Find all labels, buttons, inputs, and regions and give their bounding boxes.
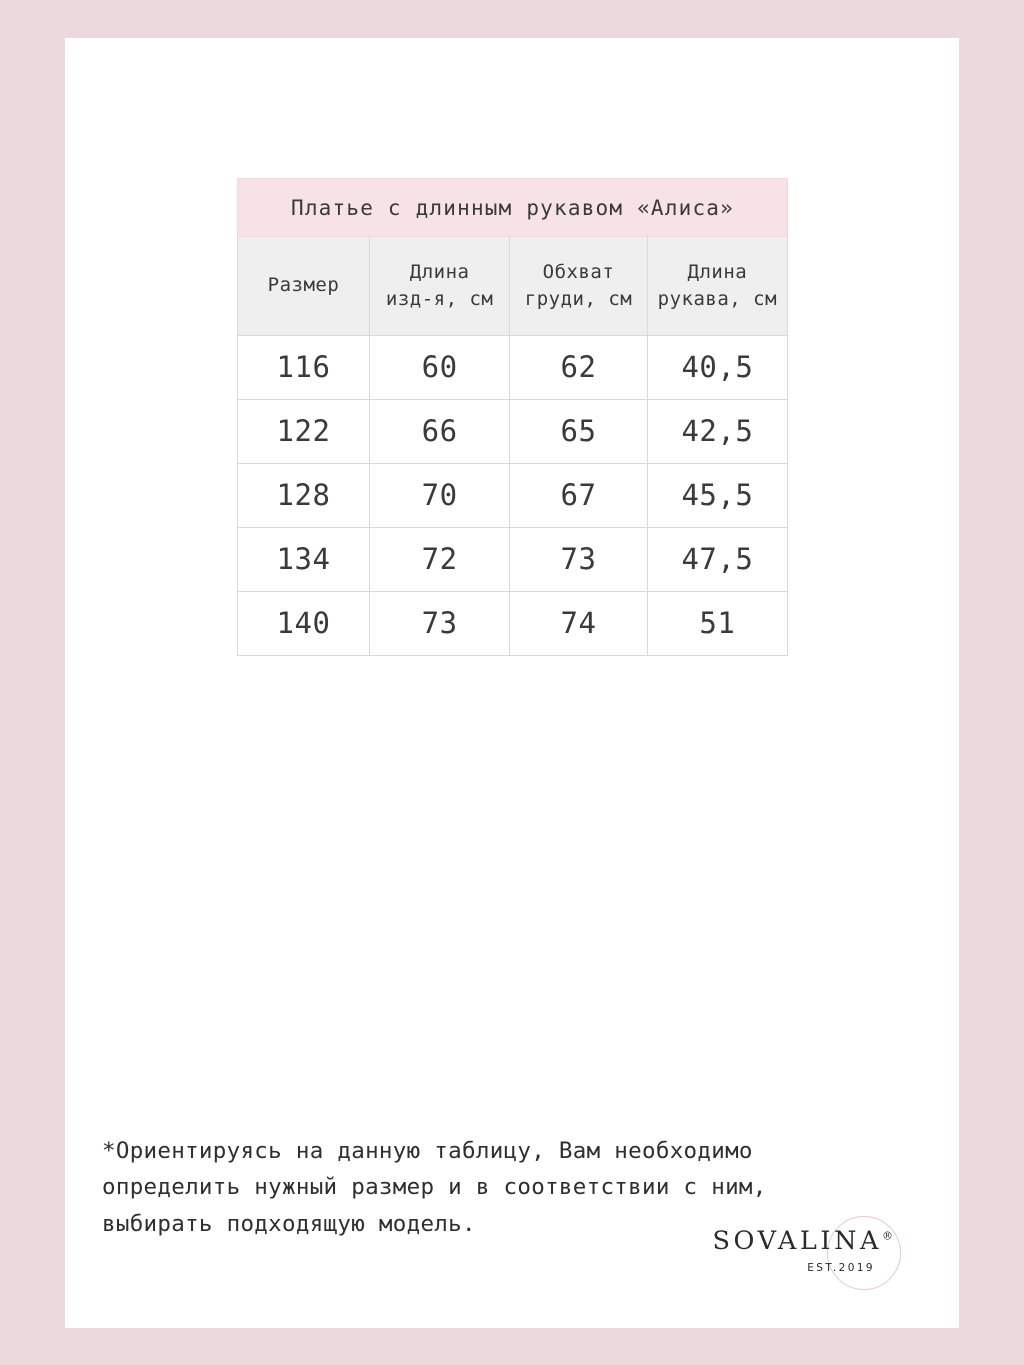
cell-length: 66 xyxy=(370,399,510,463)
cell-chest: 73 xyxy=(510,527,648,591)
cell-size: 122 xyxy=(238,399,370,463)
cell-length: 72 xyxy=(370,527,510,591)
column-header-size xyxy=(238,237,370,336)
table-title-row xyxy=(238,179,788,237)
cell-length: 60 xyxy=(370,335,510,399)
brand-name-text: SOVALINA xyxy=(712,1226,882,1256)
brand-name xyxy=(712,1226,893,1256)
note-line-1: *Ориентируясь на данную таблицу, Вам необходимо xyxy=(102,1138,753,1164)
column-header-sleeve-line1: Длина xyxy=(687,261,748,283)
table-row xyxy=(238,463,788,527)
note-line-2: определить нужный размер и в соответствии с ним, xyxy=(102,1174,767,1201)
column-header-sleeve-line2: рукава, см xyxy=(657,287,778,310)
table-row xyxy=(238,527,788,591)
table-header-row xyxy=(238,237,788,336)
size-table xyxy=(237,178,788,656)
cell-sleeve: 45,5 xyxy=(647,463,787,527)
cell-chest: 65 xyxy=(510,399,648,463)
cell-size: 134 xyxy=(238,527,370,591)
column-header-size-line1: Размер xyxy=(267,274,340,297)
cell-sleeve: 51 xyxy=(647,591,787,655)
cell-chest: 67 xyxy=(510,463,648,527)
brand-logo xyxy=(657,1212,907,1290)
column-header-chest xyxy=(510,237,648,336)
column-header-length-line1: Длина xyxy=(409,261,470,283)
cell-sleeve: 40,5 xyxy=(647,335,787,399)
column-header-chest-line1: Обхват xyxy=(542,261,615,283)
registered-icon: ® xyxy=(882,1229,893,1243)
cell-length: 73 xyxy=(370,591,510,655)
brand-established: EST.2019 xyxy=(807,1262,875,1274)
cell-size: 140 xyxy=(238,591,370,655)
cell-size: 116 xyxy=(238,335,370,399)
cell-length: 70 xyxy=(370,463,510,527)
table-row xyxy=(238,591,788,655)
note-line-3: выбирать подходящую модель. xyxy=(102,1210,476,1237)
table-row xyxy=(238,399,788,463)
cell-sleeve: 42,5 xyxy=(647,399,787,463)
document-sheet xyxy=(65,38,959,1328)
cell-sleeve: 47,5 xyxy=(647,527,787,591)
column-header-length-line2: изд-я, см xyxy=(385,287,494,310)
cell-chest: 62 xyxy=(510,335,648,399)
column-header-length xyxy=(370,237,510,336)
cell-size: 128 xyxy=(238,463,370,527)
column-header-chest-line2: груди, см xyxy=(524,287,633,310)
table-row xyxy=(238,335,788,399)
size-table-container xyxy=(237,178,788,656)
table-title: Платье с длинным рукавом «Алиса» xyxy=(238,179,788,237)
cell-chest: 74 xyxy=(510,591,648,655)
column-header-sleeve xyxy=(647,237,787,336)
